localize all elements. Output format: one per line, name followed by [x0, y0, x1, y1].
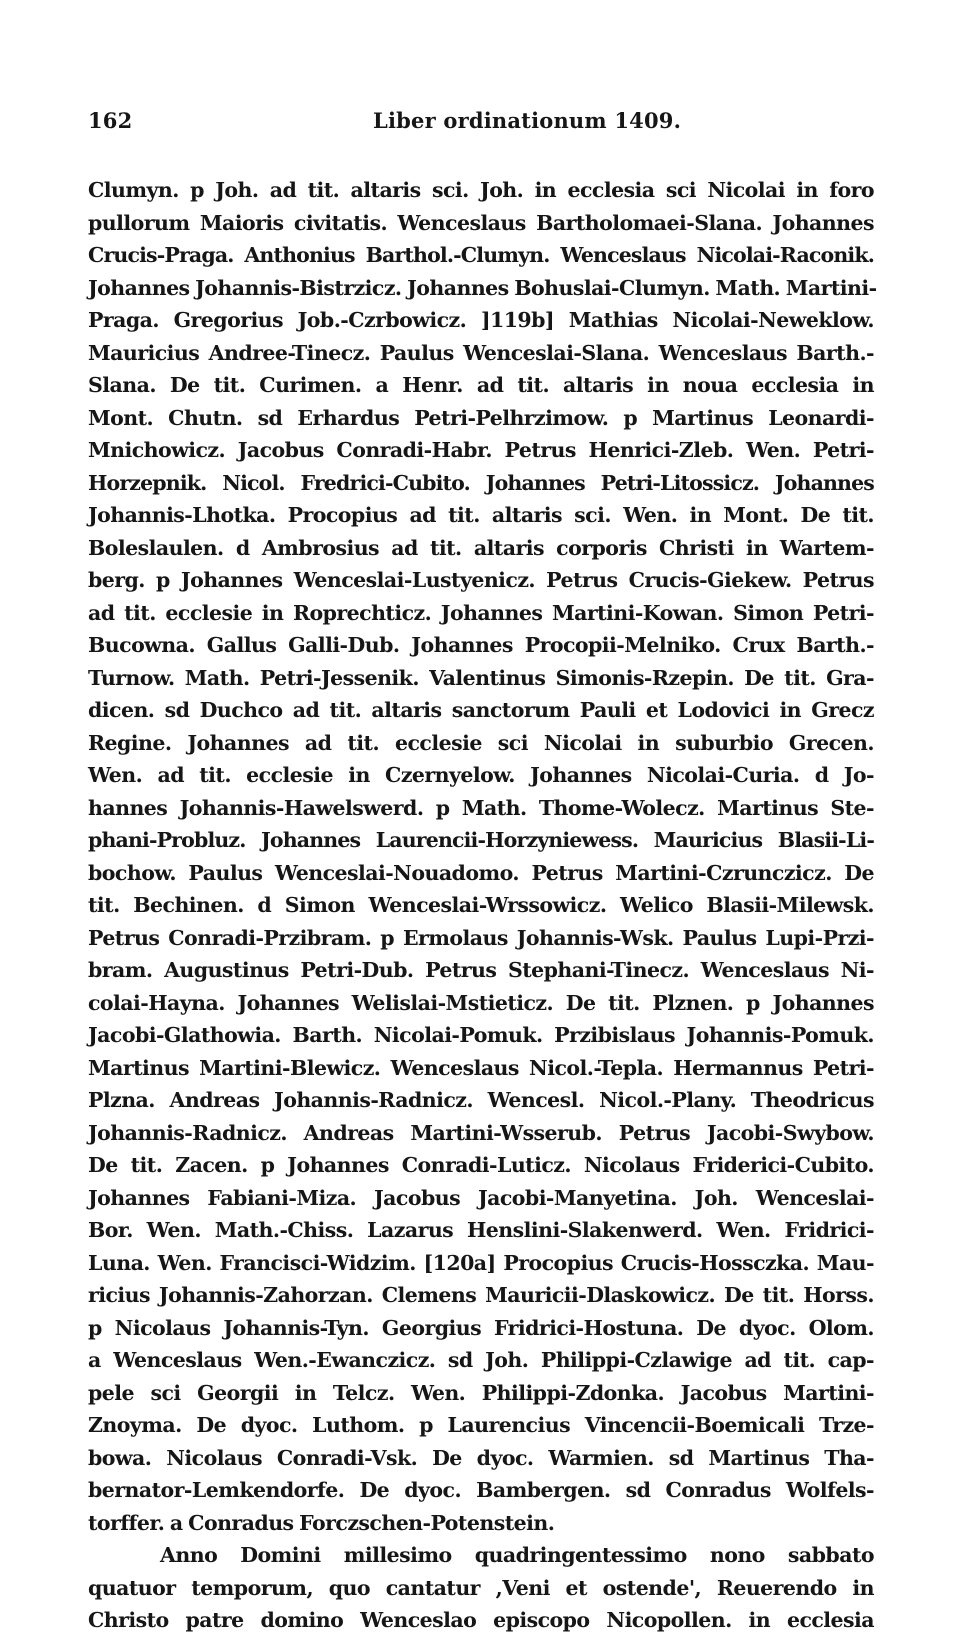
- book-page: [88, 108, 877, 1637]
- text-line: bochow. Paulus Wenceslai-Nouadomo. Petrus Martini-Czrunczicz. De: [88, 860, 874, 885]
- text-line: Martinus Martini-Blewicz. Wenceslaus Nicol.-Tepla. Hermannus Petri-: [88, 1055, 874, 1080]
- text-line: p Nicolaus Johannis-Tyn. Georgius Fridrici-Hostuna. De dyoc. Olom.: [88, 1315, 874, 1340]
- text-line: Znoyma. De dyoc. Luthom. p Laurencius Vincencii-Boemicali Trze-: [88, 1413, 874, 1437]
- running-head: [88, 108, 874, 144]
- text-line: pullorum Maioris civitatis. Wenceslaus Bartholomaei-Slana. Johannes: [88, 210, 874, 235]
- text-line: pele sci Georgii in Telcz. Wen. Philippi-Zdonka. Jacobus Martini-: [88, 1380, 874, 1405]
- text-line: Jacobi-Glathowia. Barth. Nicolai-Pomuk. Przibislaus Johannis-Pomuk.: [88, 1023, 874, 1047]
- text-line: Crucis-Praga. Anthonius Barthol.-Clumyn. Wenceslaus Nicolai-Raconik.: [88, 243, 874, 267]
- text-line: Wen. ad tit. ecclesie in Czernyelow. Johannes Nicolai-Curia. d Jo-: [88, 763, 874, 787]
- text-line: Johannis-Radnicz. Andreas Martini-Wsserub. Petrus Jacobi-Swybow.: [88, 1120, 874, 1145]
- text-line: dicen. sd Duchco ad tit. altaris sanctorum Pauli et Lodovici in Grecz: [88, 698, 874, 722]
- page-number: 162: [88, 108, 133, 133]
- text-line: Slana. De tit. Curimen. a Henr. ad tit. altaris in noua ecclesia in: [88, 373, 874, 397]
- text-line: Petrus Conradi-Przibram. p Ermolaus Johannis-Wsk. Paulus Lupi-Przi-: [88, 925, 874, 950]
- text-line: phani-Probluz. Johannes Laurencii-Horzyniewess. Mauricius Blasii-Li-: [88, 828, 874, 852]
- text-line: ad tit. ecclesie in Roprechticz. Johannes Martini-Kowan. Simon Petri-: [88, 600, 874, 625]
- text-line: Praga. Gregorius Job.-Czrbowicz. ]119b] Mathias Nicolai-Neweklow.: [88, 308, 874, 332]
- text-line: Mont. Chutn. sd Erhardus Petri-Pelhrzimow. p Martinus Leonardi-: [88, 405, 874, 430]
- text-line: torffer. a Conradus Forczschen-Potenstein.: [88, 1510, 555, 1535]
- running-title: Liber ordinationum 1409.: [373, 108, 682, 133]
- text-line: Turnow. Math. Petri-Jessenik. Valentinus Simonis-Rzepin. De tit. Gra-: [88, 665, 874, 690]
- text-line: Mauricius Andree-Tinecz. Paulus Wenceslai-Slana. Wenceslaus Barth.-: [88, 340, 874, 365]
- body-text: [88, 174, 877, 1637]
- text-line: Luna. Wen. Francisci-Widzim. [120a] Procopius Crucis-Hossczka. Mau-: [88, 1250, 874, 1275]
- text-line: Mnichowicz. Jacobus Conradi-Habr. Petrus Henrici-Zleb. Wen. Petri-: [88, 438, 874, 462]
- text-line: Anno Domini millesimo quadringentessimo nono sabbato: [160, 1543, 874, 1567]
- text-line: Clumyn. p Joh. ad tit. altaris sci. Joh. in ecclesia sci Nicolai in foro: [88, 178, 874, 202]
- text-line: Johannes Fabiani-Miza. Jacobus Jacobi-Manyetina. Joh. Wenceslai-: [88, 1185, 874, 1210]
- text-line: Horzepnik. Nicol. Fredrici-Cubito. Johannes Petri-Litossicz. Johannes: [88, 470, 874, 495]
- text-line: hannes Johannis-Hawelswerd. p Math. Thome-Wolecz. Martinus Ste-: [88, 795, 874, 820]
- text-line: Bucowna. Gallus Galli-Dub. Johannes Procopii-Melniko. Crux Barth.-: [88, 633, 874, 657]
- text-line: Johannes Johannis-Bistrzicz. Johannes Bohuslai-Clumyn. Math. Martini-: [88, 275, 877, 300]
- text-line: Plzna. Andreas Johannis-Radnicz. Wencesl. Nicol.-Plany. Theodricus: [88, 1088, 874, 1112]
- text-line: Regine. Johannes ad tit. ecclesie sci Nicolai in suburbio Grecen.: [88, 730, 874, 755]
- text-line: Christo patre domino Wenceslao episcopo Nicopollen. in ecclesia: [88, 1608, 874, 1632]
- text-line: colai-Hayna. Johannes Welislai-Mstieticz. De tit. Plznen. p Johannes: [88, 990, 874, 1015]
- text-line: Bor. Wen. Math.-Chiss. Lazarus Henslini-Slakenwerd. Wen. Fridrici-: [88, 1218, 874, 1242]
- text-line: bernator-Lemkendorfe. De dyoc. Bambergen. sd Conradus Wolfels-: [88, 1478, 874, 1502]
- text-line: ricius Johannis-Zahorzan. Clemens Mauricii-Dlaskowicz. De tit. Horss.: [88, 1283, 874, 1307]
- text-line: berg. p Johannes Wenceslai-Lustyenicz. Petrus Crucis-Giekew. Petrus: [88, 568, 874, 592]
- text-line: tit. Bechinen. d Simon Wenceslai-Wrssowicz. Welico Blasii-Milewsk.: [88, 893, 874, 917]
- text-line: Boleslaulen. d Ambrosius ad tit. altaris corporis Christi in Wartem-: [88, 535, 874, 560]
- text-line: bowa. Nicolaus Conradi-Vsk. De dyoc. Warmien. sd Martinus Tha-: [88, 1445, 874, 1470]
- text-line: Johannis-Lhotka. Procopius ad tit. altaris sci. Wen. in Mont. De tit.: [88, 503, 874, 527]
- text-line: bram. Augustinus Petri-Dub. Petrus Stephani-Tinecz. Wenceslaus Ni-: [88, 958, 874, 982]
- text-line: De tit. Zacen. p Johannes Conradi-Luticz. Nicolaus Friderici-Cubito.: [88, 1153, 874, 1177]
- text-line: quatuor temporum, quo cantatur ,Veni et ostende', Reuerendo in: [88, 1575, 874, 1600]
- text-line: a Wenceslaus Wen.-Ewanczicz. sd Joh. Philippi-Czlawige ad tit. cap-: [88, 1348, 874, 1372]
